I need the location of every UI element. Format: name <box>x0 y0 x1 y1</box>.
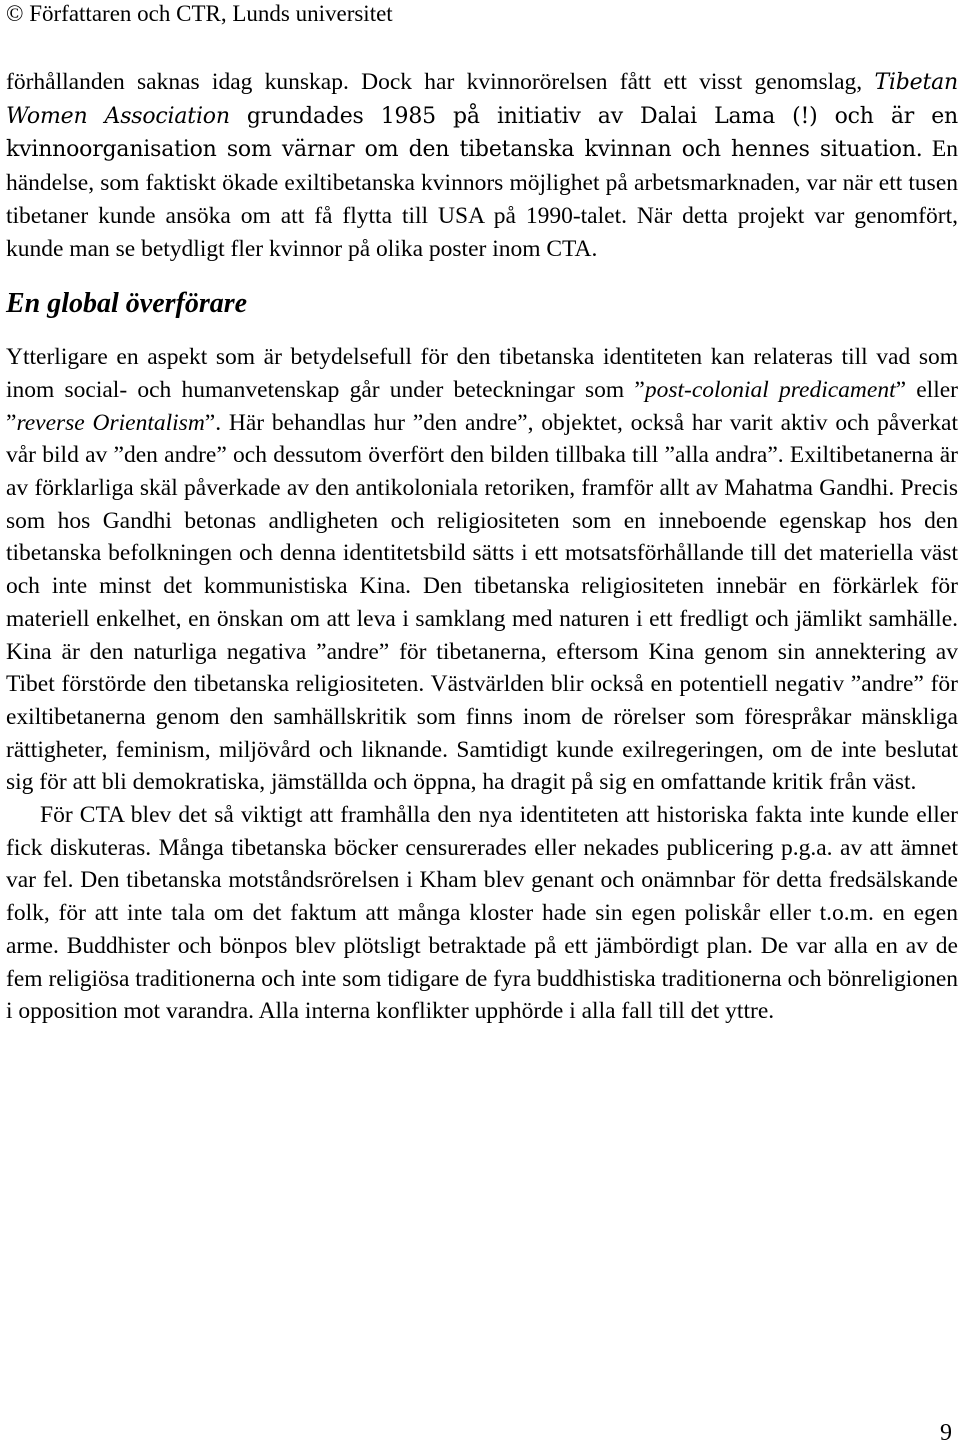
paragraph-womens-movement <box>6 66 958 265</box>
copyright-header: © Författaren och CTR, Lunds universitet <box>6 1 393 26</box>
paragraph-2-text-e: ”. Här behandlas hur ”den andre”, objektet, också har varit aktiv och påverkat vår bild av ”den andre” och dessutom överfört den bilden tillbaka till ”alla andra”. Exiltibetanerna är av förklarliga skäl påverkade av den antikoloniala retoriken, framför allt av Mahatma Gandhi. Precis som hos Gandhi betonas andligheten och religiositeten som en inneboende egenskap hos den tibetanska befolkningen och denna identitetsbild sätts i ett motsatsförhållande till det materiella väst och inte minst det kommunistiska Kina. Den tibetanska religiositeten innebär en förkärlek för materiell enkelhet, en önskan om att leva i samklang med naturen i ett fredligt och jämlikt samhälle. Kina är den naturliga negativa ”andre” för tibetanerna, eftersom Kina genom sin annektering av Tibet förstörde den tibetanska religiositeten. Västvärlden blir också en potentiell negativ ”andre” för exiltibetanerna genom den samhällskritik som finns inom de rörelser som förespråkar mänskliga rättigheter, feminism, miljövård och liknande. Samtidigt kunde exilregeringen, om de inte beslutat sig för att bli demokratiska, jämställda och öppna, ha dragit på sig en omfattande kritik från väst. <box>6 409 958 796</box>
paragraph-global-transmitter <box>6 341 958 799</box>
document-body <box>6 66 958 1028</box>
paragraph-1-text-c: grundades 1985 på initiativ av Dalai Lama (!) och är en kvinnoorganisation som värnar om den tibetanska kvinnan och hennes situation. <box>6 103 958 163</box>
paragraph-2-italic-term-2: reverse Orientalism <box>16 409 205 436</box>
paragraph-2-italic-term-1: post-colonial predicament <box>644 376 896 403</box>
paragraph-1-italic-organization: Tibetan Women Association <box>6 70 958 129</box>
paragraph-2-text-a: Ytterligare en aspekt som är betydelsefull för den tibetanska identiteten kan relateras till vad som inom social- och humanvetenskap går under beteckningar som ” <box>6 344 958 403</box>
paragraph-2-text-c: ” eller ” <box>6 376 958 436</box>
page-number: 9 <box>940 1420 952 1446</box>
paragraph-1-text-d: En händelse, som faktiskt ökade exiltibetanska kvinnors möjlighet på arbetsmarknaden, var när ett tusen tibetaner kunde ansöka om att få flytta till USA på 1990-talet. När detta projekt var genomfört, kunde man se betydligt fler kvinnor på olika poster inom CTA. <box>6 136 958 262</box>
paragraph-cta-identity: För CTA blev det så viktigt att framhålla den nya identiteten att historiska fakta inte kunde eller fick diskuteras. Många tibetanska böcker censurerades eller nekades publicering p.g.a. av att ämnet var fel. Den tibetanska motståndsrörelsen i Kham blev genant och onämnbar för detta fredsälskande folk, för att inte tala om det faktum att många kloster hade sin egen poliskår eller t.o.m. en egen arme. Buddhister och bönpos blev plötsligt betraktade på ett jämbördigt plan. De var alla en av de fem religiösa traditionerna och inte som tidigare de fyra buddhistiska traditionerna och bönreligionen i opposition mot varandra. Alla interna konflikter upphörde i alla fall till det yttre. <box>6 802 958 1025</box>
paragraph-1-text-a: förhållanden saknas idag kunskap. Dock har kvinnorörelsen fått ett visst genomslag, <box>6 69 875 95</box>
section-heading: En global överförare <box>6 288 248 320</box>
